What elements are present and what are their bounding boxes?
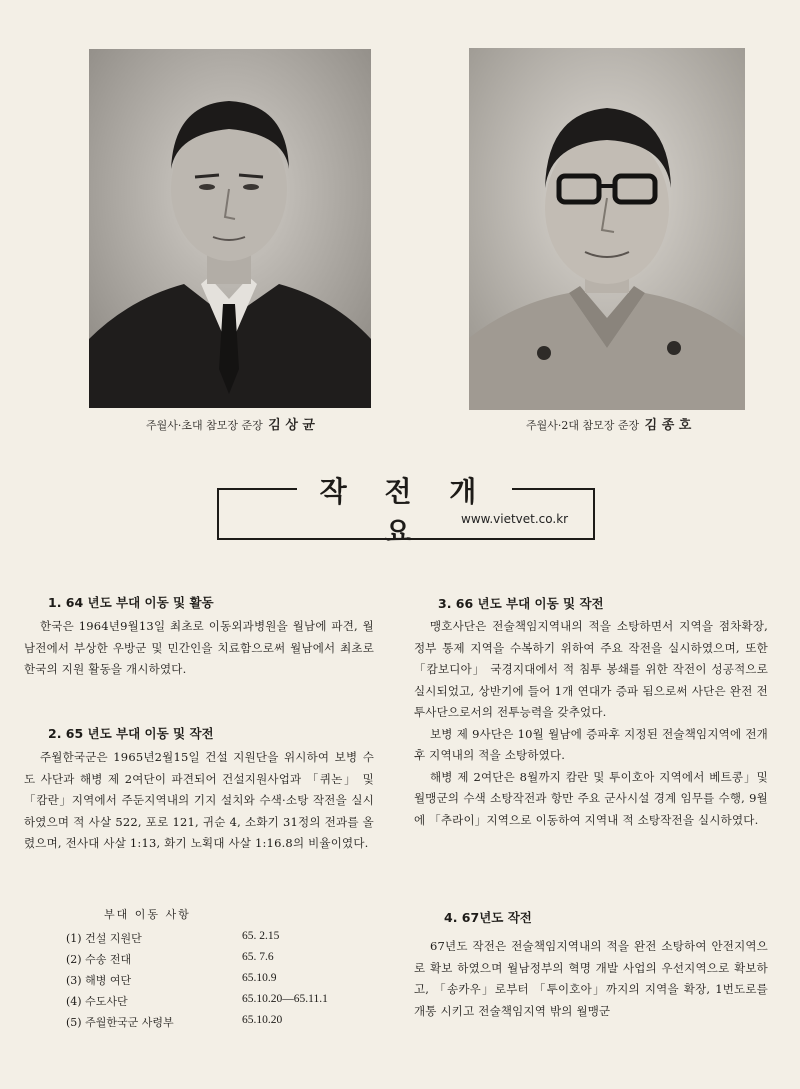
portrait-photo-right	[469, 48, 745, 410]
caption-prefix: 주월사·2대 참모장 준장	[526, 419, 640, 432]
paragraph: 보병 제 9사단은 10월 월남에 증파후 지정된 전술책임지역에 전개 후 지역내의 적을 소탕하였다.	[414, 726, 768, 762]
paragraph: 해병 제 2여단은 8월까지 캄란 및 투이호아 지역에서 베트콩」및 월맹군의 수색 소탕작전과 항만 주요 군사시설 경계 임무를 수행, 9월에 「추라이」지역으로 이동하여 지역내 적 소탕작전을 실시하였다.	[414, 769, 768, 827]
page-title: 작 전 개 요	[319, 475, 491, 548]
movement-date: 65.10.9	[242, 972, 277, 984]
paragraph: 맹호사단은 전술책임지역내의 적을 소탕하면서 지역을 점차확장, 정부 통제 지역을 수복하기 위하여 주요 작전을 실시하였으며, 또한 「캄보디아」 국경지대에서 적 침투 봉쇄를 위한 작전이 성공적으로 실시되었고, 상반기에 들어 1개 연대가 증파 됨으로써 사단은 완전 전투사단으로서의 전투능력을 갖추었다.	[414, 619, 768, 719]
unit-label: (4) 수도사단	[66, 995, 128, 1008]
section-2-body	[24, 747, 374, 855]
caption-name: 김 상 균	[268, 418, 315, 433]
watermark-url: www.vietvet.co.kr	[461, 512, 569, 526]
section-2-heading: 2. 65 년도 부대 이동 및 작전	[48, 726, 214, 741]
caption-name: 김 종 호	[644, 418, 692, 433]
section-1-heading: 1. 64 년도 부대 이동 및 활동	[48, 595, 214, 610]
portrait-photo-left	[89, 49, 371, 408]
movement-date: 65. 7.6	[242, 951, 274, 963]
section-4-heading: 4. 67년도 작전	[444, 910, 532, 925]
unit-label: (1) 건설 지원단	[66, 932, 142, 945]
paragraph: 주월한국군은 1965년2월15일 건설 지원단을 위시하여 보병 수도 사단과 해병 제 2여단이 파견되어 건설지원사업과 「퀴논」 및 「캄란」지역에서 주둔지역내의 기지 설치와 수색·소탕 작전을 실시하였으며 적 사살 522, 포로 121, 귀순 4, 소화기 31정의 전과를 올렸으며, 전사대 사살 1:13, 화기 노획대 사살 1:16.8의 비율이였다.	[24, 750, 374, 850]
movement-date: 65.10.20—65.11.1	[242, 993, 328, 1005]
section-3-heading: 3. 66 년도 부대 이동 및 작전	[438, 596, 604, 611]
portrait-caption-left	[146, 414, 315, 433]
portrait-caption-right	[526, 414, 691, 433]
unit-label: (3) 해병 여단	[66, 974, 132, 987]
section-4-body	[414, 936, 768, 1022]
movement-date: 65.10.20	[242, 1014, 283, 1026]
paragraph: 한국은 1964년9월13일 최초로 이동외과병원을 월남에 파견, 월남전에서 부상한 우방군 및 민간인을 치료함으로써 월남에서 최초로 한국의 지원 활동을 개시하였다.	[24, 619, 374, 676]
section-3-body	[414, 616, 768, 831]
movement-date: 65. 2.15	[242, 930, 280, 942]
section-1-body	[24, 616, 374, 681]
unit-label: (5) 주월한국군 사령부	[66, 1016, 174, 1029]
paragraph: 67년도 작전은 전술책임지역내의 적을 완전 소탕하여 안전지역으로 확보 하였으며 월남정부의 혁명 개발 사업의 우선지역으로 확보하고, 「송카우」로부터 「투이호아」까지의 지역을 확장, 1번도로를 개통 시키고 전술책임지역 밖의 월맹군	[414, 939, 768, 1018]
unit-label: (2) 수송 전대	[66, 953, 132, 966]
movement-table-title: 부대 이동 사항	[104, 908, 191, 921]
caption-prefix: 주월사·초대 참모장 준장	[146, 419, 263, 432]
